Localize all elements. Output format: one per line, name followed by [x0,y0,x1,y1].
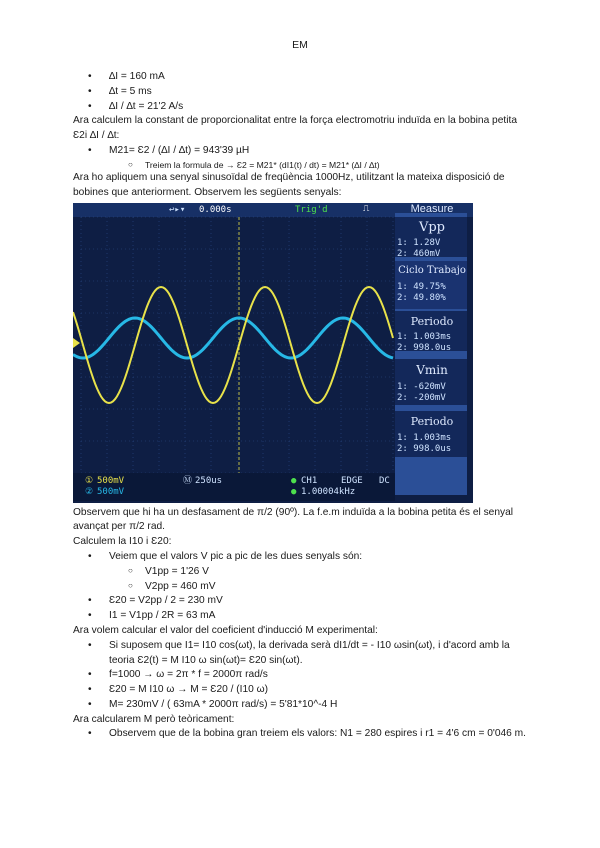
timebase: 250us [195,475,223,486]
measure-title: Measure [410,202,454,215]
paragraph: Ara ho apliquem una senyal sinusoïdal de freqüència 1000Hz, utilitzant la mateixa disposició de bobines que anteriorment. Observem les següents senyals: [73,172,505,198]
ch1-marker [73,338,80,348]
sub-list-item: ○ V2pp = 460 mV [73,580,528,595]
timebase-badge: Ⓜ [183,475,193,486]
delta-list [73,70,528,114]
list-item: • Veiem que el valors V pic a pic de les dues senyals són: [73,550,528,565]
measure-value: 1: -620mV [397,381,446,392]
list-item: • Si suposem que I1= I10 cos(ωt), la derivada serà dI1/dt = - I10 ωsin(ωt), i d'acord amb la teoria Ɛ2(t) = M I10 ω sin(ωt)= Ɛ20 sin(ωt). [73,639,528,669]
measure-value: 1: 49.75% [397,281,446,292]
document-body [73,70,528,742]
page-header: EM [292,39,308,51]
measure-label: Vmin [416,362,448,377]
sub-list-item: ○ Treiem la formula de → Ɛ2 = M21* (dI1(t) / dt) = M21* (∆I / ∆t) [73,159,528,171]
paragraph: Ara calculem la constant de proporcionalitat entre la força electromotriu induïda en la bobina petita Ɛ2i ∆I / ∆t: [73,115,517,142]
ch2-scale: 500mV [97,486,125,497]
trigger-source: CH1 [301,475,318,486]
oscilloscope-image [73,203,473,503]
ch1-badge: ① [85,475,94,486]
time-offset-icon: ↩▸▾ [169,204,186,215]
measure-label: Periodo [410,314,454,328]
list-item: • Ɛ20 = M I10 ω → M = Ɛ20 / (I10 ω) [73,683,528,698]
theory-list [73,727,528,742]
list-item: • I1 = V1pp / 2R = 63 mA [73,609,528,624]
trigger-edge-icon: ⎍ [363,203,370,214]
list-item: • M= 230mV / ( 63mA * 2000π rad/s) = 5'81*10^-4 H [73,698,528,713]
sub-list-item: ○ V1pp = 1'26 V [73,565,528,580]
measure-label: Vpp [418,219,446,235]
measure-value: 2: 460mV [397,248,441,259]
paragraph: Observem que hi ha un desfasament de π/2 (90º). La f.e.m induïda a la bobina petita és el senyal avançat per π/2 rad. [73,506,514,533]
coupling: DC [379,475,390,486]
list-item: • M21= Ɛ2 / (∆I / ∆t) = 943'39 µH [73,144,528,159]
measure-value: 1: 1.003ms [397,331,452,342]
measure-value: 1: 1.003ms [397,432,452,443]
measure-label: Periodo [410,414,454,428]
freq-badge: ● [291,486,297,497]
measure-value: 2: -200mV [397,392,446,403]
list-item: • ∆t = 5 ms [73,85,528,100]
measure-value: 1: 1.28V [397,237,441,248]
paragraph: Ara volem calcular el valor del coeficient d'inducció M experimental: [73,624,378,636]
time-offset: 0.000s [199,204,232,215]
list-item: • ∆I / ∆t = 21'2 A/s [73,100,528,115]
ch1-scale: 500mV [97,475,125,486]
values-list [73,550,528,624]
m-list [73,639,528,713]
measure-label: Ciclo Trabajo [398,264,466,276]
trigger-badge: ● [291,475,297,486]
m21-list [73,144,528,171]
trigger-type: EDGE [341,475,363,486]
list-item: • Observem que de la bobina gran treiem els valors: N1 = 280 espires i r1 = 4'6 cm = 0'046 m. [73,727,528,742]
trigger-status: Trig'd [295,204,328,215]
measure-value: 2: 49.80% [397,292,446,303]
frequency: 1.00004kHz [301,486,356,497]
list-item: • ∆I = 160 mA [73,70,528,85]
ch2-badge: ② [85,486,94,497]
paragraph: Ara calcularem M però teòricament: [73,713,235,725]
measure-value: 2: 998.0us [397,443,452,454]
list-item: • f=1000 → ω = 2π * f = 2000π rad/s [73,668,528,683]
paragraph: Calculem la I10 i Ɛ20: [73,536,172,548]
measure-value: 2: 998.0us [397,342,452,353]
list-item: • Ɛ20 = V2pp / 2 = 230 mV [73,594,528,609]
